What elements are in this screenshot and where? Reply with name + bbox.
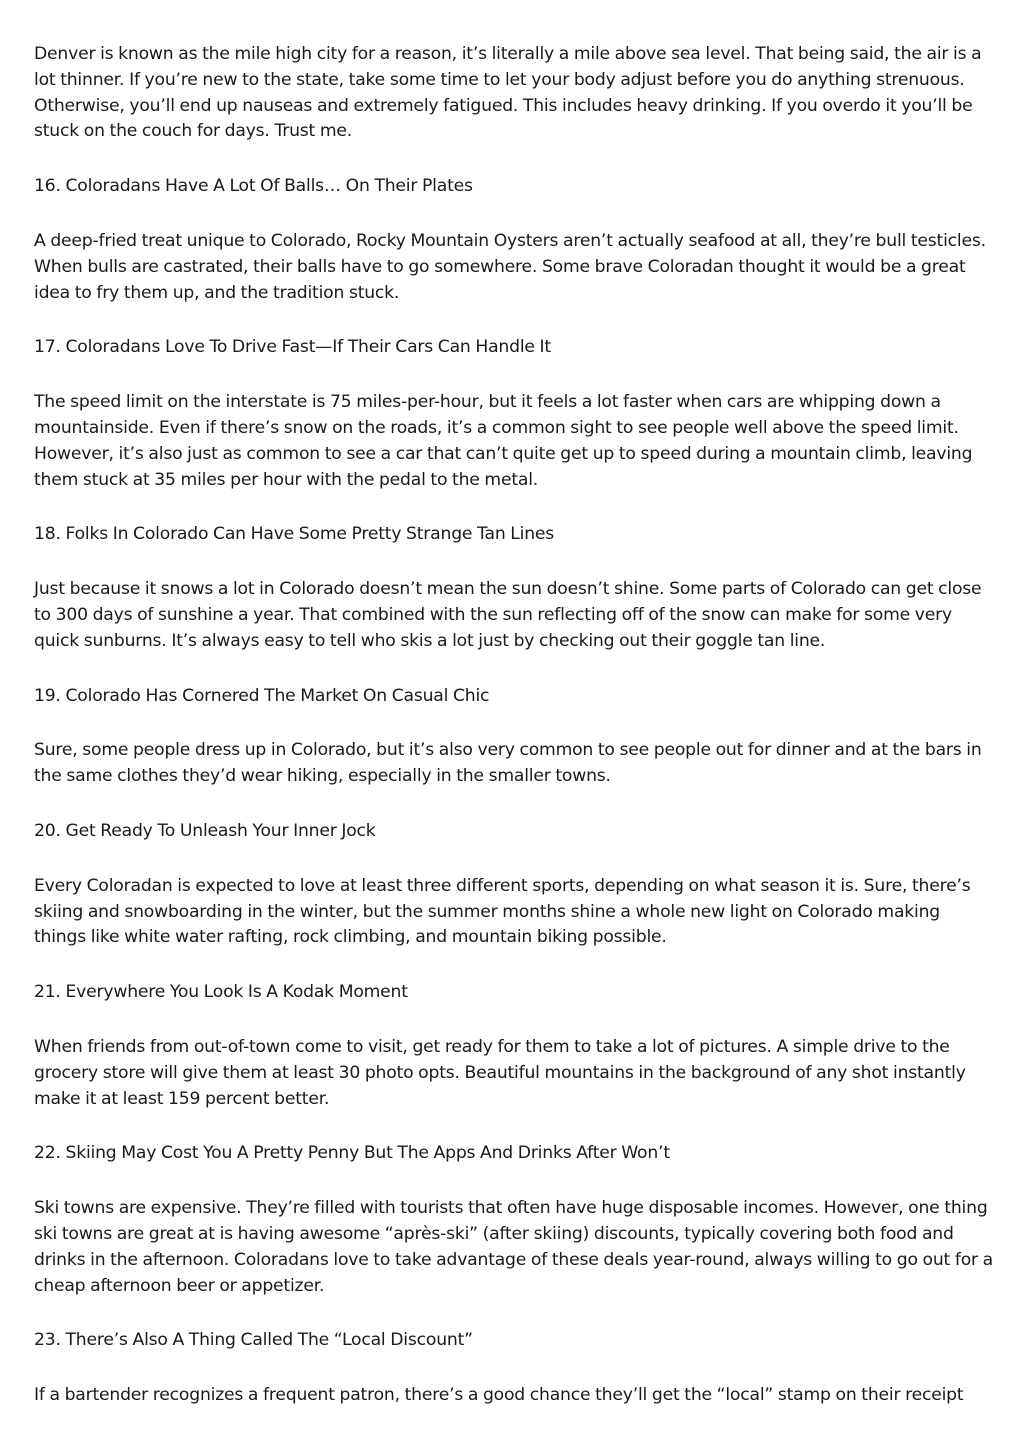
section-heading-23: 23. There’s Also A Thing Called The “Local Discount” bbox=[34, 1330, 473, 1351]
section-paragraph-19: Sure, some people dress up in Colorado, but it’s also very common to see people out for dinner and at the bars in the same clothes they’d wear hiking, especially in the smaller towns. bbox=[34, 740, 982, 787]
section-paragraph-23: If a bartender recognizes a frequent patron, there’s a good chance they’ll get the “local” stamp on their receipt bbox=[34, 1385, 964, 1406]
section-paragraph-18: Just because it snows a lot in Colorado doesn’t mean the sun doesn’t shine. Some parts of Colorado can get close to 300 days of sunshine a year. That combined with the sun reflecting off of the snow can make for some very quick sunburns. It’s always easy to tell who skis a lot just by checking out their goggle tan line. bbox=[34, 579, 982, 651]
document-page bbox=[34, 42, 994, 1438]
section-heading-18: 18. Folks In Colorado Can Have Some Pretty Strange Tan Lines bbox=[34, 524, 555, 545]
section-paragraph-20: Every Coloradan is expected to love at least three different sports, depending on what season it is. Sure, there’s skiing and snowboarding in the winter, but the summer months shine a whole new light on Colorado making things like white water rafting, rock climbing, and mountain biking possible. bbox=[34, 875, 971, 948]
section-heading-17: 17. Coloradans Love To Drive Fast—If Their Cars Can Handle It bbox=[34, 337, 551, 358]
section-paragraph-21: When friends from out-of-town come to visit, get ready for them to take a lot of pictures. A simple drive to the grocery store will give them at least 30 photo opts. Beautiful mountains in the background of any shot instantly make it at least 159 percent better. bbox=[34, 1036, 966, 1109]
section-paragraph-16: A deep-fried treat unique to Colorado, Rocky Mountain Oysters aren’t actually seafood at all, they’re bull testicles. When bulls are castrated, their balls have to go somewhere. Some brave Coloradan thought it would be a great idea to fry them up, and the tradition stuck. bbox=[34, 230, 986, 303]
section-heading-16: 16. Coloradans Have A Lot Of Balls… On Their Plates bbox=[34, 176, 473, 197]
section-heading-21: 21. Everywhere You Look Is A Kodak Moment bbox=[34, 982, 408, 1003]
section-heading-20: 20. Get Ready To Unleash Your Inner Jock bbox=[34, 820, 376, 841]
section-paragraph-17: The speed limit on the interstate is 75 miles-per-hour, but it feels a lot faster when cars are whipping down a mountainside. Even if there’s snow on the roads, it’s a common sight to see people well above the speed limit. However, it’s also just as common to see a car that can’t quite get up to speed during a mountain climb, leaving them stuck at 35 miles per hour with the pedal to the metal. bbox=[34, 392, 973, 490]
section-heading-19: 19. Colorado Has Cornered The Market On Casual Chic bbox=[34, 685, 490, 706]
intro-paragraph: Denver is known as the mile high city for a reason, it’s literally a mile above sea level. That being said, the air is a lot thinner. If you’re new to the state, take some time to let your body adjust before you do anything strenuous. Otherwise, you’ll end up nauseas and extremely fatigued. This includes heavy drinking. If you overdo it you’ll be stuck on the couch for days. Trust me. bbox=[34, 44, 982, 142]
section-heading-22: 22. Skiing May Cost You A Pretty Penny But The Apps And Drinks After Won’t bbox=[34, 1143, 670, 1164]
section-paragraph-22: Ski towns are expensive. They’re filled with tourists that often have huge disposable incomes. However, one thing ski towns are great at is having awesome “après-ski” (after skiing) discounts, typically covering both food and drinks in the afternoon. Coloradans love to take advantage of these deals year-round, always willing to go out for a cheap afternoon beer or appetizer. bbox=[34, 1198, 993, 1296]
